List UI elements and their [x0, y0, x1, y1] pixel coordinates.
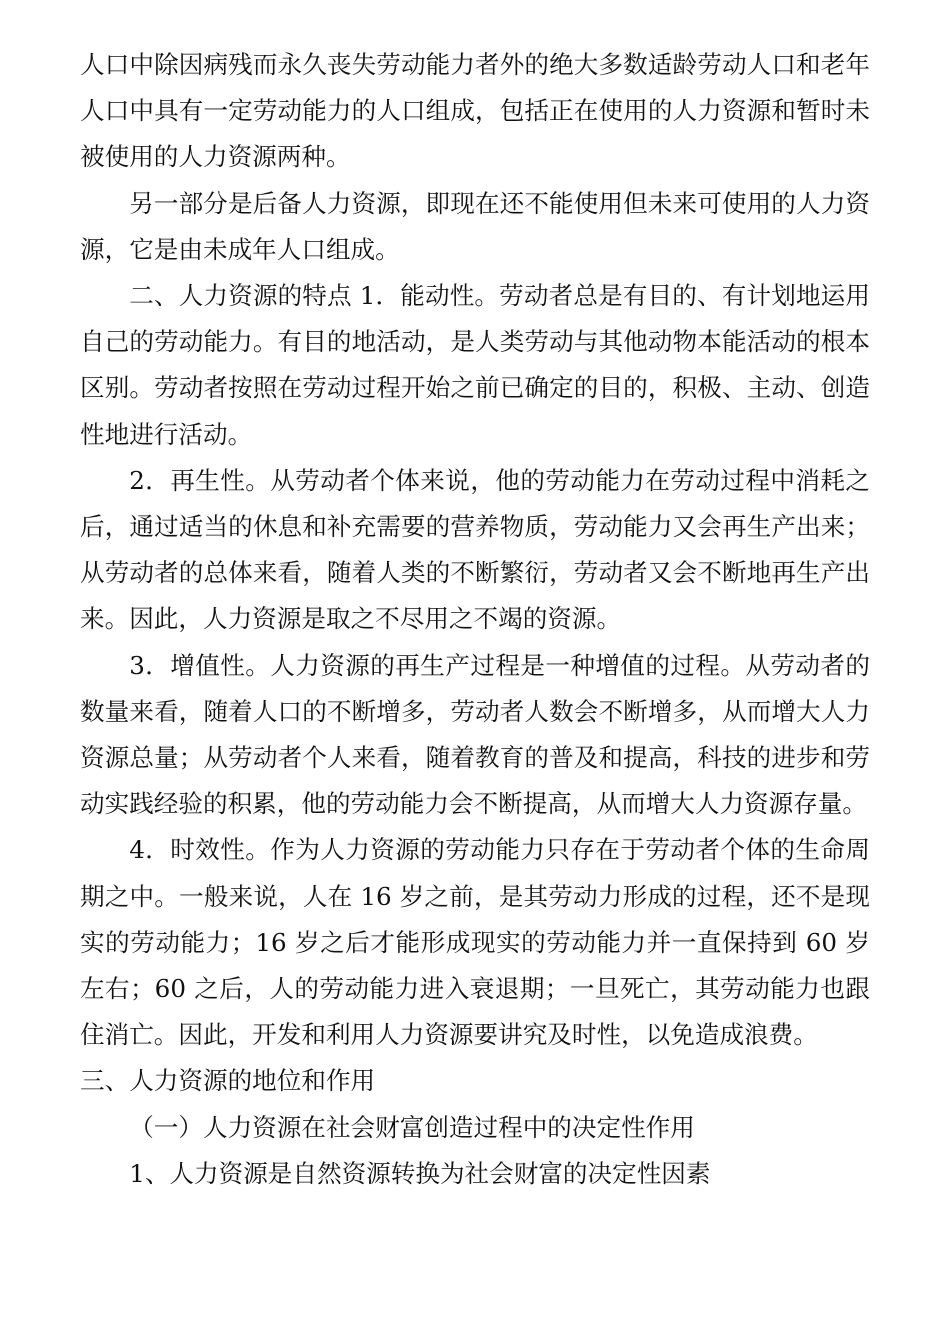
paragraph-reserve-resources: 另一部分是后备人力资源，即现在还不能使用但未来可使用的人力资源，它是由未成年人口组成。: [80, 188, 870, 264]
paragraph-timeliness: 4．时效性。作为人力资源的劳动能力只存在于劳动者个体的生命周期之中。一般来说，人在 16 岁之前，是其劳动力形成的过程，还不是现实的劳动能力；16 岁之后才能形成现实的劳动能力并一直保持到 60 岁左右；60 之后，人的劳动能力进入衰退期；一旦死亡，其劳动能力也跟住消亡。因此，开发和利用人力资源要讲究及时性，以免造成浪费。: [80, 835, 870, 1050]
section-heading-status-role: 三、人力资源的地位和作用: [80, 1066, 376, 1096]
item-heading-natural-resource-conversion: 1、人力资源是自然资源转换为社会财富的决定性因素: [129, 1158, 711, 1188]
paragraph-labor-population: 人口中除因病残而永久丧失劳动能力者外的绝大多数适龄劳动人口和老年人口中具有一定劳动能力的人口组成，包括正在使用的人力资源和暂时未被使用的人力资源两种。: [80, 50, 870, 172]
paragraph-reproducibility: 2．再生性。从劳动者个体来说，他的劳动能力在劳动过程中消耗之后，通过适当的休息和补充需要的营养物质，劳动能力又会再生产出来；从劳动者的总体来看，随着人类的不断繁衍，劳动者又会不断地再生产出来。因此，人力资源是取之不尽用之不竭的资源。: [80, 465, 870, 634]
subsection-heading-decisive-role: （一）人力资源在社会财富创造过程中的决定性作用: [129, 1112, 695, 1142]
document-body: [80, 42, 870, 1197]
paragraph-value-added: 3．增值性。人力资源的再生产过程是一种增值的过程。从劳动者的数量来看，随着人口的不断增多，劳动者人数会不断增多，从而增大人力资源总量；从劳动者个人来看，随着教育的普及和提高，科技的进步和劳动实践经验的积累，他的劳动能力会不断提高，从而增大人力资源存量。: [80, 650, 870, 819]
paragraph-characteristics-initiative: 二、人力资源的特点 1．能动性。劳动者总是有目的、有计划地运用自己的劳动能力。有目的地活动，是人类劳动与其他动物本能活动的根本区别。劳动者按照在劳动过程开始之前已确定的目的，积极、主动、创造性地进行活动。: [80, 281, 870, 449]
